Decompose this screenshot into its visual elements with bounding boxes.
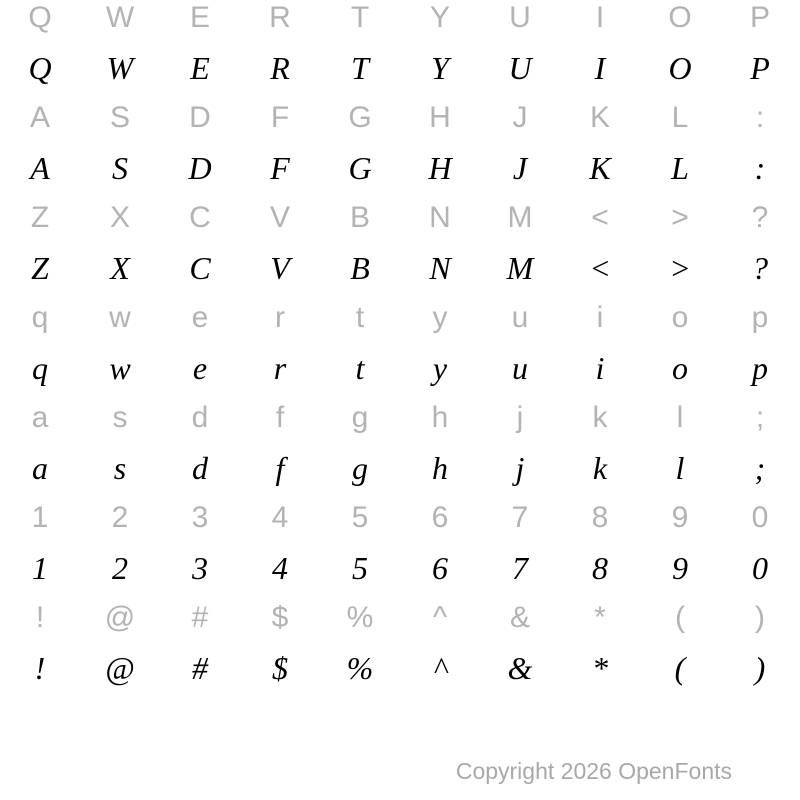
glyph-row-reference [0,293,800,343]
glyph-cell: C [189,250,211,286]
glyph-cell: e [191,301,209,334]
glyph-row-sample [0,643,800,693]
glyph-cell: j [515,450,525,486]
glyph-cell: N [429,250,451,286]
glyph-cell: 5 [351,501,369,534]
glyph-cell: ! [35,601,45,634]
glyph-cell: 9 [672,550,688,586]
glyph-cell: y [432,301,448,334]
glyph-cell: $ [272,650,288,686]
glyph-cell: H [428,150,452,186]
glyph-cell: 6 [432,550,448,586]
glyph-cell: W [105,1,135,34]
glyph-cell: : [754,150,766,186]
glyph-cell: E [190,50,210,86]
glyph-cell: 8 [591,501,609,534]
glyph-cell: 6 [431,501,449,534]
glyph-cell: D [188,150,212,186]
glyph-cell: l [675,450,685,486]
glyph-cell: Z [31,250,49,286]
glyph-cell: N [429,201,451,234]
glyph-cell: F [270,101,290,134]
copyright-text: Copyright 2026 OpenFonts [455,758,732,784]
glyph-cell: k [592,450,608,486]
glyph-cell: O [668,50,692,86]
glyph-cell: R [269,1,291,34]
glyph-row-reference [0,393,800,443]
glyph-cell: # [191,601,209,634]
glyph-cell: S [112,150,128,186]
glyph-cell: < [591,201,609,234]
glyph-cell: 8 [592,550,608,586]
glyph-cell: ) [754,650,766,686]
glyph-row-sample [0,543,800,593]
glyph-cell: S [109,101,130,134]
glyph-cell: q [32,350,48,386]
glyph-cell: ) [755,601,765,634]
glyph-cell: M [507,201,533,234]
glyph-cell: Y [429,1,450,34]
glyph-cell: B [350,250,370,286]
glyph-cell: V [269,201,290,234]
glyph-cell: A [29,101,50,134]
glyph-cell: L [671,150,689,186]
glyph-cell: w [109,301,131,334]
glyph-cell: H [429,101,451,134]
glyph-cell: t [355,301,365,334]
glyph-row-sample [0,43,800,93]
glyph-cell: 9 [671,501,689,534]
glyph-cell: p [751,301,769,334]
glyph-cell: a [31,401,49,434]
glyph-cell: K [589,150,611,186]
glyph-cell: p [752,350,768,386]
glyph-cell: f [275,401,285,434]
glyph-cell: d [192,450,208,486]
glyph-cell: # [192,650,208,686]
glyph-cell: j [516,401,524,434]
glyph-cell: T [351,50,369,86]
glyph-cell: V [270,250,290,286]
glyph-cell: B [349,201,370,234]
glyph-cell: d [191,401,209,434]
glyph-cell: 2 [112,550,128,586]
glyph-cell: s [113,450,127,486]
glyph-cell: E [189,1,210,34]
glyph-cell: J [512,150,528,186]
glyph-cell: M [506,250,534,286]
glyph-cell: 7 [511,501,529,534]
glyph-cell: ? [752,250,768,286]
glyph-row-reference [0,593,800,643]
glyph-cell: i [595,350,605,386]
glyph-cell: q [31,301,49,334]
glyph-row-reference [0,193,800,243]
glyph-cell: s [112,401,128,434]
glyph-cell: R [270,50,290,86]
glyph-cell: g [351,401,369,434]
glyph-cell: w [109,350,131,386]
glyph-cell: 1 [32,550,48,586]
glyph-cell: ; [755,401,765,434]
glyph-cell: y [432,350,448,386]
glyph-cell: P [750,50,770,86]
glyph-cell: k [592,401,608,434]
glyph-row-reference [0,493,800,543]
glyph-cell: F [270,150,290,186]
glyph-row-sample [0,243,800,293]
glyph-cell: G [348,150,372,186]
glyph-cell: C [189,201,211,234]
glyph-cell: > [671,201,689,234]
glyph-cell: 3 [191,501,209,534]
glyph-cell: O [668,1,692,34]
glyph-cell: * [594,601,606,634]
glyph-cell: 4 [272,550,288,586]
glyph-cell: X [109,201,130,234]
glyph-cell: l [676,401,684,434]
glyph-cell: a [32,450,48,486]
glyph-cell: 0 [752,550,768,586]
glyph-row-sample [0,143,800,193]
glyph-cell: f [275,450,285,486]
glyph-cell: i [596,301,604,334]
glyph-cell: & [507,650,533,686]
glyph-cell: t [355,350,365,386]
glyph-cell: T [350,1,370,34]
glyph-cell: 4 [271,501,289,534]
glyph-cell: G [348,101,372,134]
glyph-cell: * [592,650,608,686]
glyph-cell: g [352,450,368,486]
glyph-cell: I [595,1,605,34]
glyph-cell: P [749,1,770,34]
glyph-cell: u [511,301,529,334]
glyph-cell: Q [28,1,52,34]
glyph-cell: h [432,450,448,486]
glyph-cell: L [671,101,689,134]
glyph-cell: U [508,50,532,86]
glyph-row-reference [0,93,800,143]
glyph-cell: K [589,101,610,134]
glyph-cell: ^ [433,650,447,686]
glyph-cell: 1 [31,501,49,534]
glyph-cell: W [106,50,134,86]
glyph-cell: 2 [111,501,129,534]
glyph-cell: J [512,101,528,134]
glyph-cell: r [273,350,287,386]
glyph-cell: e [192,350,208,386]
glyph-cell: Y [431,50,449,86]
glyph-row-sample [0,443,800,493]
glyph-cell: ; [754,450,766,486]
glyph-cell: @ [104,601,136,634]
glyph-cell: ^ [432,601,448,634]
glyph-cell: ! [34,650,46,686]
glyph-cell: o [671,301,689,334]
glyph-cell: @ [105,650,135,686]
glyph-cell: & [509,601,530,634]
glyph-cell: 0 [751,501,769,534]
glyph-cell: Q [28,50,52,86]
glyph-cell: : [755,101,765,134]
glyph-cell: ( [674,650,686,686]
glyph-cell: U [509,1,531,34]
glyph-cell: X [110,250,130,286]
glyph-cell: ( [675,601,685,634]
glyph-row-reference [0,0,800,43]
glyph-cell: 3 [192,550,208,586]
glyph-cell: % [346,650,374,686]
glyph-cell: u [512,350,528,386]
glyph-cell: $ [271,601,289,634]
glyph-cell: D [189,101,211,134]
glyph-cell: < [589,250,611,286]
glyph-cell: h [431,401,449,434]
glyph-cell: 5 [352,550,368,586]
glyph-cell: % [346,601,374,634]
glyph-cell: Z [30,201,50,234]
glyph-cell: A [30,150,50,186]
glyph-cell: I [594,50,606,86]
glyph-cell: o [672,350,688,386]
glyph-cell: ? [751,201,769,234]
glyph-row-sample [0,343,800,393]
glyph-cell: r [275,301,285,334]
glyph-cell: > [669,250,691,286]
glyph-cell: 7 [512,550,528,586]
